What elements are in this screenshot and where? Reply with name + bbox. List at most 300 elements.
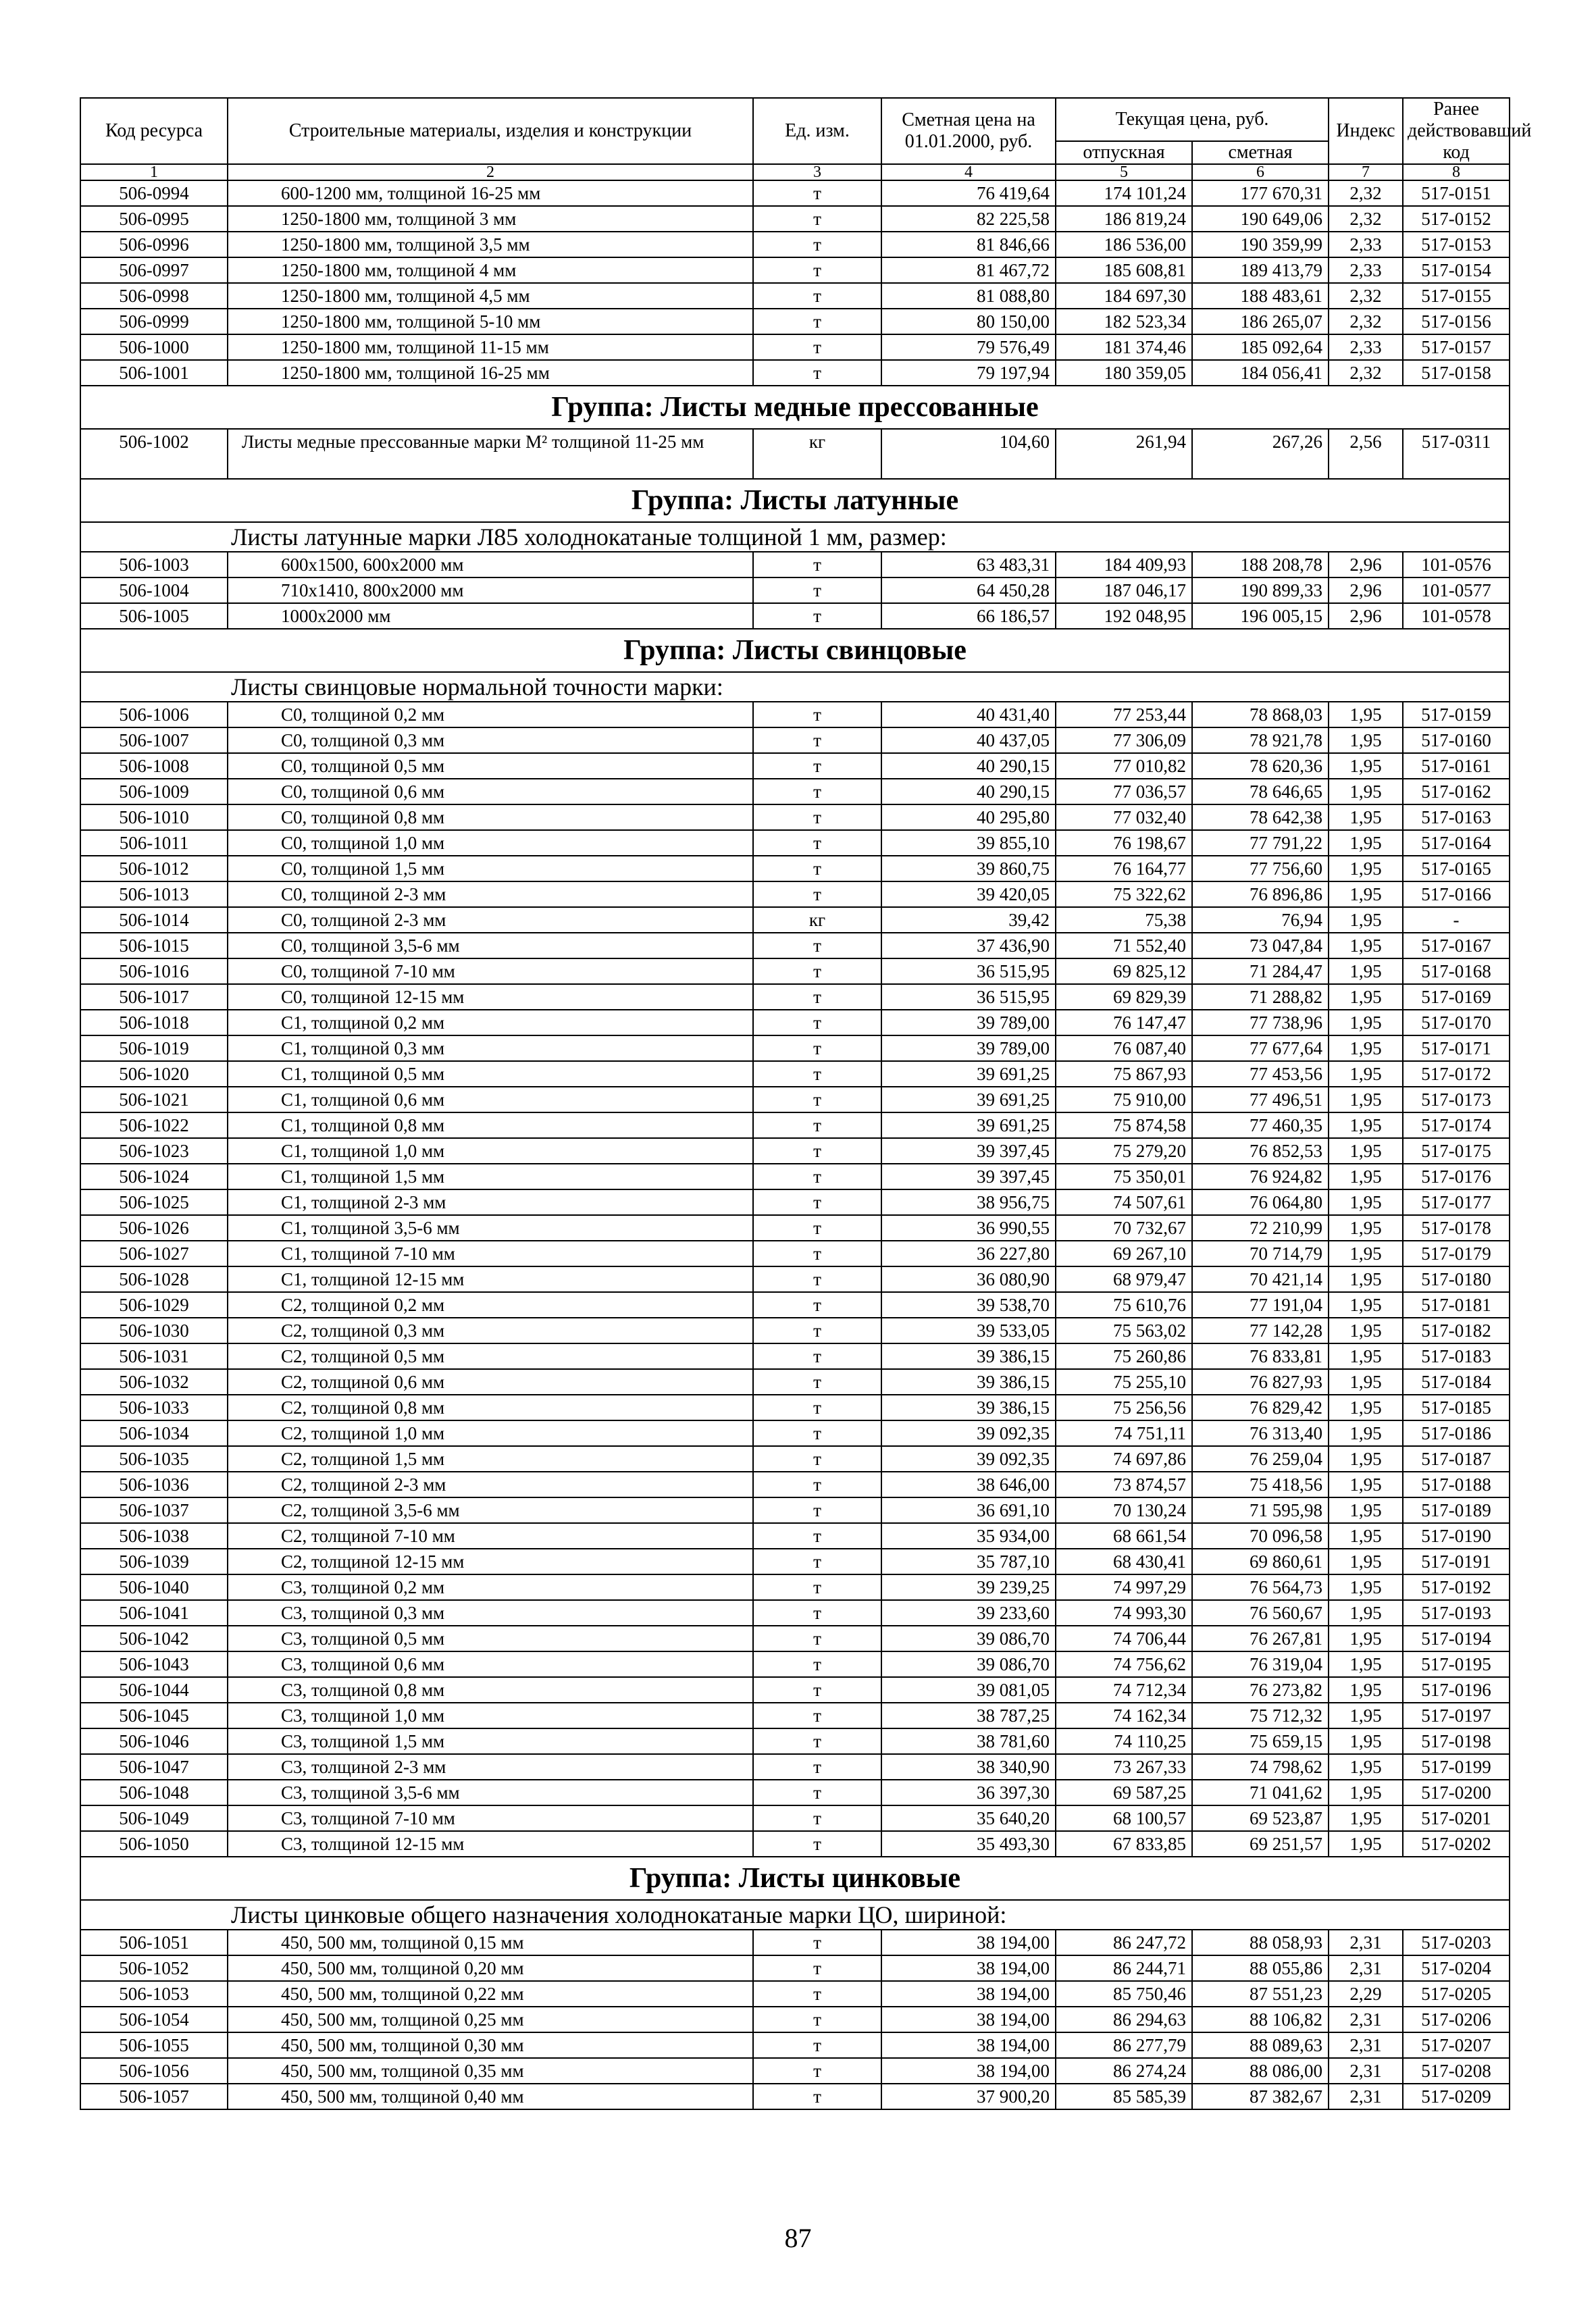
resource-code: 506-1049 <box>80 1805 228 1831</box>
material-name: 1250-1800 мм, толщиной 4 мм <box>228 257 753 283</box>
unit: т <box>753 1626 881 1651</box>
group-heading: Группа: Листы медные прессованные <box>80 386 1510 429</box>
material-name: С2, толщиной 0,6 мм <box>228 1369 753 1395</box>
resource-code: 506-1057 <box>80 2084 228 2109</box>
price-index: 1,95 <box>1329 1087 1403 1112</box>
resource-code: 506-1013 <box>80 881 228 907</box>
table-row <box>80 1981 1510 2007</box>
estimate-price: 77 453,56 <box>1192 1061 1329 1087</box>
table-row <box>80 1138 1510 1164</box>
resource-code: 506-1023 <box>80 1138 228 1164</box>
base-price: 39 533,05 <box>881 1318 1056 1343</box>
base-price: 40 295,80 <box>881 804 1056 830</box>
previous-code: 517-0163 <box>1403 804 1510 830</box>
unit: т <box>753 1472 881 1497</box>
base-price: 39 386,15 <box>881 1369 1056 1395</box>
table-row <box>80 552 1510 577</box>
header-name: Строительные материалы, изделия и конструкции <box>228 98 753 164</box>
unit: т <box>753 1754 881 1780</box>
release-price: 73 267,33 <box>1056 1754 1192 1780</box>
resource-code: 506-0996 <box>80 232 228 257</box>
previous-code: 517-0186 <box>1403 1420 1510 1446</box>
previous-code: 517-0157 <box>1403 334 1510 360</box>
price-index: 2,96 <box>1329 577 1403 603</box>
table-row <box>80 283 1510 309</box>
subgroup-caption-row <box>80 522 1510 552</box>
unit: т <box>753 577 881 603</box>
base-price: 64 450,28 <box>881 577 1056 603</box>
table-row <box>80 702 1510 727</box>
unit: т <box>753 552 881 577</box>
resource-code: 506-1010 <box>80 804 228 830</box>
material-name: С0, толщиной 0,5 мм <box>228 753 753 779</box>
release-price: 261,94 <box>1056 429 1192 479</box>
resource-code: 506-1009 <box>80 779 228 804</box>
resource-code: 506-1016 <box>80 958 228 984</box>
material-name: С2, толщиной 12-15 мм <box>228 1549 753 1574</box>
previous-code: 517-0204 <box>1403 1955 1510 1981</box>
estimate-price: 76 267,81 <box>1192 1626 1329 1651</box>
release-price: 77 010,82 <box>1056 753 1192 779</box>
price-index: 2,31 <box>1329 2032 1403 2058</box>
release-price: 75 255,10 <box>1056 1369 1192 1395</box>
release-price: 74 993,30 <box>1056 1600 1192 1626</box>
estimate-price: 76 313,40 <box>1192 1420 1329 1446</box>
table-row <box>80 1574 1510 1600</box>
previous-code: 517-0171 <box>1403 1035 1510 1061</box>
unit: т <box>753 1523 881 1549</box>
unit: т <box>753 856 881 881</box>
estimate-price: 188 208,78 <box>1192 552 1329 577</box>
material-name: С0, толщиной 12-15 мм <box>228 984 753 1010</box>
base-price: 36 990,55 <box>881 1215 1056 1241</box>
table-row <box>80 1112 1510 1138</box>
base-price: 63 483,31 <box>881 552 1056 577</box>
price-index: 2,33 <box>1329 334 1403 360</box>
material-name: С2, толщиной 3,5-6 мм <box>228 1497 753 1523</box>
release-price: 68 979,47 <box>1056 1266 1192 1292</box>
unit: т <box>753 1369 881 1395</box>
table-row <box>80 1831 1510 1857</box>
price-index: 1,95 <box>1329 1549 1403 1574</box>
release-price: 75 563,02 <box>1056 1318 1192 1343</box>
unit: т <box>753 881 881 907</box>
previous-code: 517-0175 <box>1403 1138 1510 1164</box>
base-price: 40 437,05 <box>881 727 1056 753</box>
release-price: 74 997,29 <box>1056 1574 1192 1600</box>
unit: т <box>753 2032 881 2058</box>
previous-code: 101-0576 <box>1403 552 1510 577</box>
table-row <box>80 1930 1510 1955</box>
price-table-body <box>80 180 1510 2109</box>
price-index: 1,95 <box>1329 1112 1403 1138</box>
unit: т <box>753 360 881 386</box>
resource-code: 506-1052 <box>80 1955 228 1981</box>
unit: т <box>753 958 881 984</box>
estimate-price: 70 421,14 <box>1192 1266 1329 1292</box>
price-index: 1,95 <box>1329 1651 1403 1677</box>
table-row <box>80 1805 1510 1831</box>
previous-code: 517-0174 <box>1403 1112 1510 1138</box>
price-index: 1,95 <box>1329 1754 1403 1780</box>
group-heading-row <box>80 479 1510 522</box>
table-row <box>80 933 1510 958</box>
base-price: 104,60 <box>881 429 1056 479</box>
subgroup-caption-row <box>80 672 1510 702</box>
price-index: 1,95 <box>1329 1805 1403 1831</box>
release-price: 181 374,46 <box>1056 334 1192 360</box>
estimate-price: 87 382,67 <box>1192 2084 1329 2109</box>
base-price: 39 092,35 <box>881 1446 1056 1472</box>
material-name: 1250-1800 мм, толщиной 3 мм <box>228 206 753 232</box>
resource-code: 506-1024 <box>80 1164 228 1189</box>
material-name: С3, толщиной 1,5 мм <box>228 1728 753 1754</box>
release-price: 74 507,61 <box>1056 1189 1192 1215</box>
base-price: 36 691,10 <box>881 1497 1056 1523</box>
price-index: 1,95 <box>1329 856 1403 881</box>
base-price: 35 493,30 <box>881 1831 1056 1857</box>
previous-code: 517-0152 <box>1403 206 1510 232</box>
price-index: 2,31 <box>1329 2084 1403 2109</box>
release-price: 75 910,00 <box>1056 1087 1192 1112</box>
unit: т <box>753 2084 881 2109</box>
unit: т <box>753 232 881 257</box>
column-number: 2 <box>228 164 753 180</box>
material-name: С1, толщиной 7-10 мм <box>228 1241 753 1266</box>
base-price: 81 846,66 <box>881 232 1056 257</box>
column-number: 5 <box>1056 164 1192 180</box>
resource-code: 506-1004 <box>80 577 228 603</box>
previous-code: 517-0181 <box>1403 1292 1510 1318</box>
previous-code: 517-0164 <box>1403 830 1510 856</box>
base-price: 38 194,00 <box>881 1930 1056 1955</box>
price-index: 1,95 <box>1329 702 1403 727</box>
previous-code: 517-0192 <box>1403 1574 1510 1600</box>
release-price: 77 036,57 <box>1056 779 1192 804</box>
price-index: 2,31 <box>1329 1930 1403 1955</box>
unit: т <box>753 1035 881 1061</box>
price-index: 2,31 <box>1329 1955 1403 1981</box>
unit: т <box>753 984 881 1010</box>
table-row <box>80 1292 1510 1318</box>
table-row <box>80 1626 1510 1651</box>
unit: т <box>753 1343 881 1369</box>
group-heading-row <box>80 629 1510 672</box>
release-price: 71 552,40 <box>1056 933 1192 958</box>
base-price: 66 186,57 <box>881 603 1056 629</box>
price-index: 1,95 <box>1329 804 1403 830</box>
unit: т <box>753 1420 881 1446</box>
header-index: Индекс <box>1329 98 1403 164</box>
resource-code: 506-1042 <box>80 1626 228 1651</box>
estimate-price: 184 056,41 <box>1192 360 1329 386</box>
material-name: 1250-1800 мм, толщиной 5-10 мм <box>228 309 753 334</box>
material-name: С1, толщиной 0,8 мм <box>228 1112 753 1138</box>
previous-code: 517-0311 <box>1403 429 1510 479</box>
price-index: 2,96 <box>1329 603 1403 629</box>
group-heading: Группа: Листы цинковые <box>80 1857 1510 1900</box>
table-row <box>80 2084 1510 2109</box>
price-index: 1,95 <box>1329 1677 1403 1703</box>
resource-code: 506-1014 <box>80 907 228 933</box>
previous-code: 517-0179 <box>1403 1241 1510 1266</box>
price-index: 2,33 <box>1329 232 1403 257</box>
previous-code: 517-0197 <box>1403 1703 1510 1728</box>
estimate-price: 70 714,79 <box>1192 1241 1329 1266</box>
resource-code: 506-1044 <box>80 1677 228 1703</box>
price-index: 1,95 <box>1329 1241 1403 1266</box>
material-name: С2, толщиной 0,8 мм <box>228 1395 753 1420</box>
release-price: 74 110,25 <box>1056 1728 1192 1754</box>
base-price: 36 515,95 <box>881 984 1056 1010</box>
estimate-price: 70 096,58 <box>1192 1523 1329 1549</box>
release-price: 86 277,79 <box>1056 2032 1192 2058</box>
release-price: 174 101,24 <box>1056 180 1192 206</box>
release-price: 76 164,77 <box>1056 856 1192 881</box>
estimate-price: 76,94 <box>1192 907 1329 933</box>
previous-code: 517-0193 <box>1403 1600 1510 1626</box>
material-name: С1, толщиной 0,2 мм <box>228 1010 753 1035</box>
base-price: 39 789,00 <box>881 1010 1056 1035</box>
unit: т <box>753 1010 881 1035</box>
base-price: 39 386,15 <box>881 1343 1056 1369</box>
estimate-price: 78 620,36 <box>1192 753 1329 779</box>
resource-code: 506-0994 <box>80 180 228 206</box>
material-name: 450, 500 мм, толщиной 0,30 мм <box>228 2032 753 2058</box>
release-price: 75 322,62 <box>1056 881 1192 907</box>
resource-code: 506-1008 <box>80 753 228 779</box>
estimate-price: 76 833,81 <box>1192 1343 1329 1369</box>
base-price: 81 467,72 <box>881 257 1056 283</box>
base-price: 37 436,90 <box>881 933 1056 958</box>
price-index: 1,95 <box>1329 1703 1403 1728</box>
price-index: 1,95 <box>1329 727 1403 753</box>
table-row <box>80 1343 1510 1369</box>
resource-code: 506-1043 <box>80 1651 228 1677</box>
table-row <box>80 1369 1510 1395</box>
unit: т <box>753 1061 881 1087</box>
release-price: 74 756,62 <box>1056 1651 1192 1677</box>
resource-code: 506-1051 <box>80 1930 228 1955</box>
unit: т <box>753 779 881 804</box>
resource-code: 506-0995 <box>80 206 228 232</box>
base-price: 36 080,90 <box>881 1266 1056 1292</box>
table-row <box>80 1651 1510 1677</box>
header-estimate-price: сметная <box>1192 141 1329 164</box>
resource-code: 506-1045 <box>80 1703 228 1728</box>
base-price: 38 194,00 <box>881 1981 1056 2007</box>
base-price: 38 646,00 <box>881 1472 1056 1497</box>
material-name: 450, 500 мм, толщиной 0,22 мм <box>228 1981 753 2007</box>
price-index: 2,32 <box>1329 309 1403 334</box>
base-price: 79 576,49 <box>881 334 1056 360</box>
unit: т <box>753 1703 881 1728</box>
material-name: С0, толщиной 0,3 мм <box>228 727 753 753</box>
unit: т <box>753 1805 881 1831</box>
estimate-price: 88 089,63 <box>1192 2032 1329 2058</box>
header-base-price: Сметная цена на 01.01.2000, руб. <box>881 98 1056 164</box>
unit: т <box>753 753 881 779</box>
previous-code: 517-0166 <box>1403 881 1510 907</box>
material-name: С1, толщиной 0,5 мм <box>228 1061 753 1087</box>
estimate-price: 77 460,35 <box>1192 1112 1329 1138</box>
unit: т <box>753 1112 881 1138</box>
unit: кг <box>753 907 881 933</box>
unit: т <box>753 180 881 206</box>
price-index: 2,56 <box>1329 429 1403 479</box>
release-price: 75 256,56 <box>1056 1395 1192 1420</box>
estimate-price: 73 047,84 <box>1192 933 1329 958</box>
previous-code: 517-0158 <box>1403 360 1510 386</box>
base-price: 35 640,20 <box>881 1805 1056 1831</box>
base-price: 39 081,05 <box>881 1677 1056 1703</box>
estimate-price: 76 827,93 <box>1192 1369 1329 1395</box>
price-index: 2,32 <box>1329 180 1403 206</box>
material-name: 450, 500 мм, толщиной 0,40 мм <box>228 2084 753 2109</box>
price-index: 1,95 <box>1329 1164 1403 1189</box>
table-row <box>80 1215 1510 1241</box>
base-price: 35 934,00 <box>881 1523 1056 1549</box>
unit: т <box>753 1497 881 1523</box>
unit: т <box>753 1189 881 1215</box>
resource-code: 506-1056 <box>80 2058 228 2084</box>
unit: т <box>753 1677 881 1703</box>
base-price: 39 086,70 <box>881 1651 1056 1677</box>
price-index: 1,95 <box>1329 1266 1403 1292</box>
estimate-price: 75 659,15 <box>1192 1728 1329 1754</box>
material-name: С0, толщиной 7-10 мм <box>228 958 753 984</box>
release-price: 180 359,05 <box>1056 360 1192 386</box>
resource-code: 506-1021 <box>80 1087 228 1112</box>
resource-code: 506-1011 <box>80 830 228 856</box>
unit: т <box>753 702 881 727</box>
material-name: С0, толщиной 0,6 мм <box>228 779 753 804</box>
table-row <box>80 429 1510 479</box>
material-name: 1250-1800 мм, толщиной 3,5 мм <box>228 232 753 257</box>
release-price: 186 536,00 <box>1056 232 1192 257</box>
base-price: 39 789,00 <box>881 1035 1056 1061</box>
resource-code: 506-1039 <box>80 1549 228 1574</box>
unit: т <box>753 1981 881 2007</box>
previous-code: 517-0198 <box>1403 1728 1510 1754</box>
material-name: С0, толщиной 0,8 мм <box>228 804 753 830</box>
column-number: 3 <box>753 164 881 180</box>
price-index: 1,95 <box>1329 958 1403 984</box>
table-row <box>80 1677 1510 1703</box>
release-price: 73 874,57 <box>1056 1472 1192 1497</box>
material-name: С0, толщиной 1,5 мм <box>228 856 753 881</box>
resource-code: 506-1026 <box>80 1215 228 1241</box>
base-price: 39 691,25 <box>881 1087 1056 1112</box>
release-price: 77 306,09 <box>1056 727 1192 753</box>
release-price: 86 274,24 <box>1056 2058 1192 2084</box>
material-name: С1, толщиной 1,0 мм <box>228 1138 753 1164</box>
release-price: 76 198,67 <box>1056 830 1192 856</box>
release-price: 75 874,58 <box>1056 1112 1192 1138</box>
material-name: С2, толщиной 0,5 мм <box>228 1343 753 1369</box>
release-price: 186 819,24 <box>1056 206 1192 232</box>
price-index: 1,95 <box>1329 1626 1403 1651</box>
resource-code: 506-0997 <box>80 257 228 283</box>
unit: т <box>753 830 881 856</box>
unit: т <box>753 1651 881 1677</box>
column-number: 4 <box>881 164 1056 180</box>
price-index: 1,95 <box>1329 1189 1403 1215</box>
unit: т <box>753 1138 881 1164</box>
unit: т <box>753 283 881 309</box>
resource-code: 506-1030 <box>80 1318 228 1343</box>
material-name: С0, толщиной 0,2 мм <box>228 702 753 727</box>
table-row <box>80 2058 1510 2084</box>
estimate-price: 77 142,28 <box>1192 1318 1329 1343</box>
previous-code: 517-0154 <box>1403 257 1510 283</box>
resource-code: 506-1037 <box>80 1497 228 1523</box>
material-name: 450, 500 мм, толщиной 0,35 мм <box>228 2058 753 2084</box>
estimate-price: 77 191,04 <box>1192 1292 1329 1318</box>
price-index: 1,95 <box>1329 1420 1403 1446</box>
material-name: С2, толщиной 0,3 мм <box>228 1318 753 1343</box>
table-row <box>80 1780 1510 1805</box>
table-row <box>80 1035 1510 1061</box>
previous-code: 517-0208 <box>1403 2058 1510 2084</box>
price-index: 1,95 <box>1329 1318 1403 1343</box>
page-number: 87 <box>784 2223 812 2253</box>
price-index: 2,31 <box>1329 2058 1403 2084</box>
unit: т <box>753 309 881 334</box>
previous-code: 517-0156 <box>1403 309 1510 334</box>
table-row <box>80 334 1510 360</box>
header-code: Код ресурса <box>80 98 228 164</box>
estimate-price: 190 899,33 <box>1192 577 1329 603</box>
estimate-price: 69 523,87 <box>1192 1805 1329 1831</box>
resource-code: 506-1017 <box>80 984 228 1010</box>
estimate-price: 77 756,60 <box>1192 856 1329 881</box>
estimate-price: 78 646,65 <box>1192 779 1329 804</box>
material-name: С3, толщиной 3,5-6 мм <box>228 1780 753 1805</box>
unit: т <box>753 206 881 232</box>
base-price: 39 086,70 <box>881 1626 1056 1651</box>
table-row <box>80 1754 1510 1780</box>
unit: т <box>753 1728 881 1754</box>
base-price: 35 787,10 <box>881 1549 1056 1574</box>
price-index: 2,32 <box>1329 206 1403 232</box>
previous-code: 517-0187 <box>1403 1446 1510 1472</box>
base-price: 38 340,90 <box>881 1754 1056 1780</box>
base-price: 40 290,15 <box>881 753 1056 779</box>
resource-code: 506-1046 <box>80 1728 228 1754</box>
estimate-price: 72 210,99 <box>1192 1215 1329 1241</box>
release-price: 77 032,40 <box>1056 804 1192 830</box>
table-row <box>80 309 1510 334</box>
release-price: 74 712,34 <box>1056 1677 1192 1703</box>
material-name: С0, толщиной 3,5-6 мм <box>228 933 753 958</box>
table-row <box>80 603 1510 629</box>
price-index: 1,95 <box>1329 1010 1403 1035</box>
group-heading-row <box>80 386 1510 429</box>
base-price: 39 691,25 <box>881 1112 1056 1138</box>
material-name: С3, толщиной 0,2 мм <box>228 1574 753 1600</box>
estimate-price: 71 041,62 <box>1192 1780 1329 1805</box>
base-price: 36 515,95 <box>881 958 1056 984</box>
unit: т <box>753 1292 881 1318</box>
material-name: 1250-1800 мм, толщиной 4,5 мм <box>228 283 753 309</box>
price-index: 1,95 <box>1329 1138 1403 1164</box>
resource-code: 506-1020 <box>80 1061 228 1087</box>
previous-code: 101-0577 <box>1403 577 1510 603</box>
release-price: 70 130,24 <box>1056 1497 1192 1523</box>
table-row <box>80 1955 1510 1981</box>
price-index: 1,95 <box>1329 1472 1403 1497</box>
